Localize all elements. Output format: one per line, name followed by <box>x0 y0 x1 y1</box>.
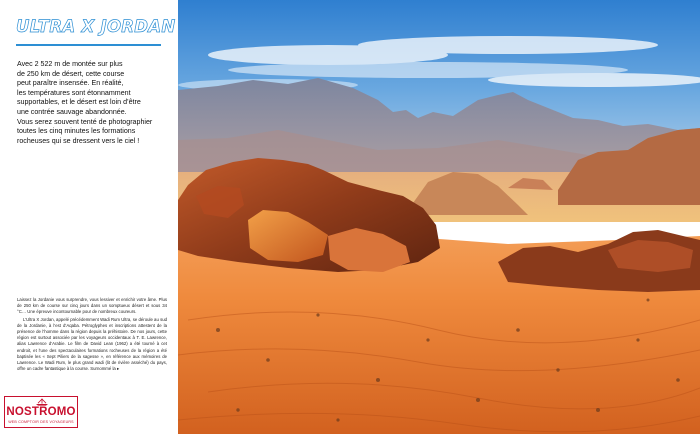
logo-name: NOSTROMO <box>6 406 76 418</box>
ship-logo-icon <box>35 398 49 406</box>
desert-photo <box>178 0 700 434</box>
nostromo-logo[interactable] <box>4 396 78 428</box>
intro-line: les températures sont étonnamment <box>17 88 131 97</box>
intro-line: une contrée sauvage abandonnée. <box>17 107 127 116</box>
article-body <box>17 297 167 373</box>
logo-tagline: WEB COMPTOIR DES VOYAGEURS <box>8 420 74 424</box>
intro-line: toutes les cinq minutes les formations <box>17 127 136 136</box>
intro-line: de 250 km de désert, cette course <box>17 69 125 78</box>
intro-line: Avec 2 522 m de montée sur plus <box>17 60 123 68</box>
body-paragraph: Laissez la Jordanie vous surprendre, vous lessiver et enrichir votre âme. Plus de 250 km de course sur cinq jours dans un somptueux désert et sous 34 °C… Une épreuve incontournable pour de nombreux coureurs. <box>17 297 167 315</box>
title-underline <box>16 44 161 46</box>
text-column <box>0 0 178 434</box>
wadi-rum-landscape-image <box>178 0 700 434</box>
body-paragraph: L’Ultra X Jordan, appelé précédemment Wadi Rum Ultra, se déroule au sud de la Jordanie, à l’est d’Aqaba. Pétroglyphes et inscriptions attestent de la présence de l’homme dans la région depuis la préhistoire. De nos jours, cette région est surtout associée par les voyageurs occidentaux à T. E. Lawrence, alias Lawrence d’Arabie. Le film de David Lean (1962) a été tourné à cet endroit, et l’une des spectaculaires formations rocheuses de la région a été baptisée les « Sept Piliers de la sagesse », en référence aux mémoires de Lawrence. Le Wadi Rum, le plus grand wadi (lit de rivière asséché) du pays, offre un cadre fantastique à la course. Surnommé la ▸ <box>17 316 167 372</box>
intro-line: supportables, et le désert est loin d’être <box>17 98 141 107</box>
article-title: ULTRA X JORDAN <box>16 17 176 36</box>
intro-line: peut paraître insensée. En réalité, <box>17 79 124 88</box>
intro-line: rocheuses qui se dressent vers le ciel ! <box>17 136 140 145</box>
article-intro <box>17 60 167 146</box>
intro-line: Vous serez souvent tenté de photographier <box>17 117 153 126</box>
